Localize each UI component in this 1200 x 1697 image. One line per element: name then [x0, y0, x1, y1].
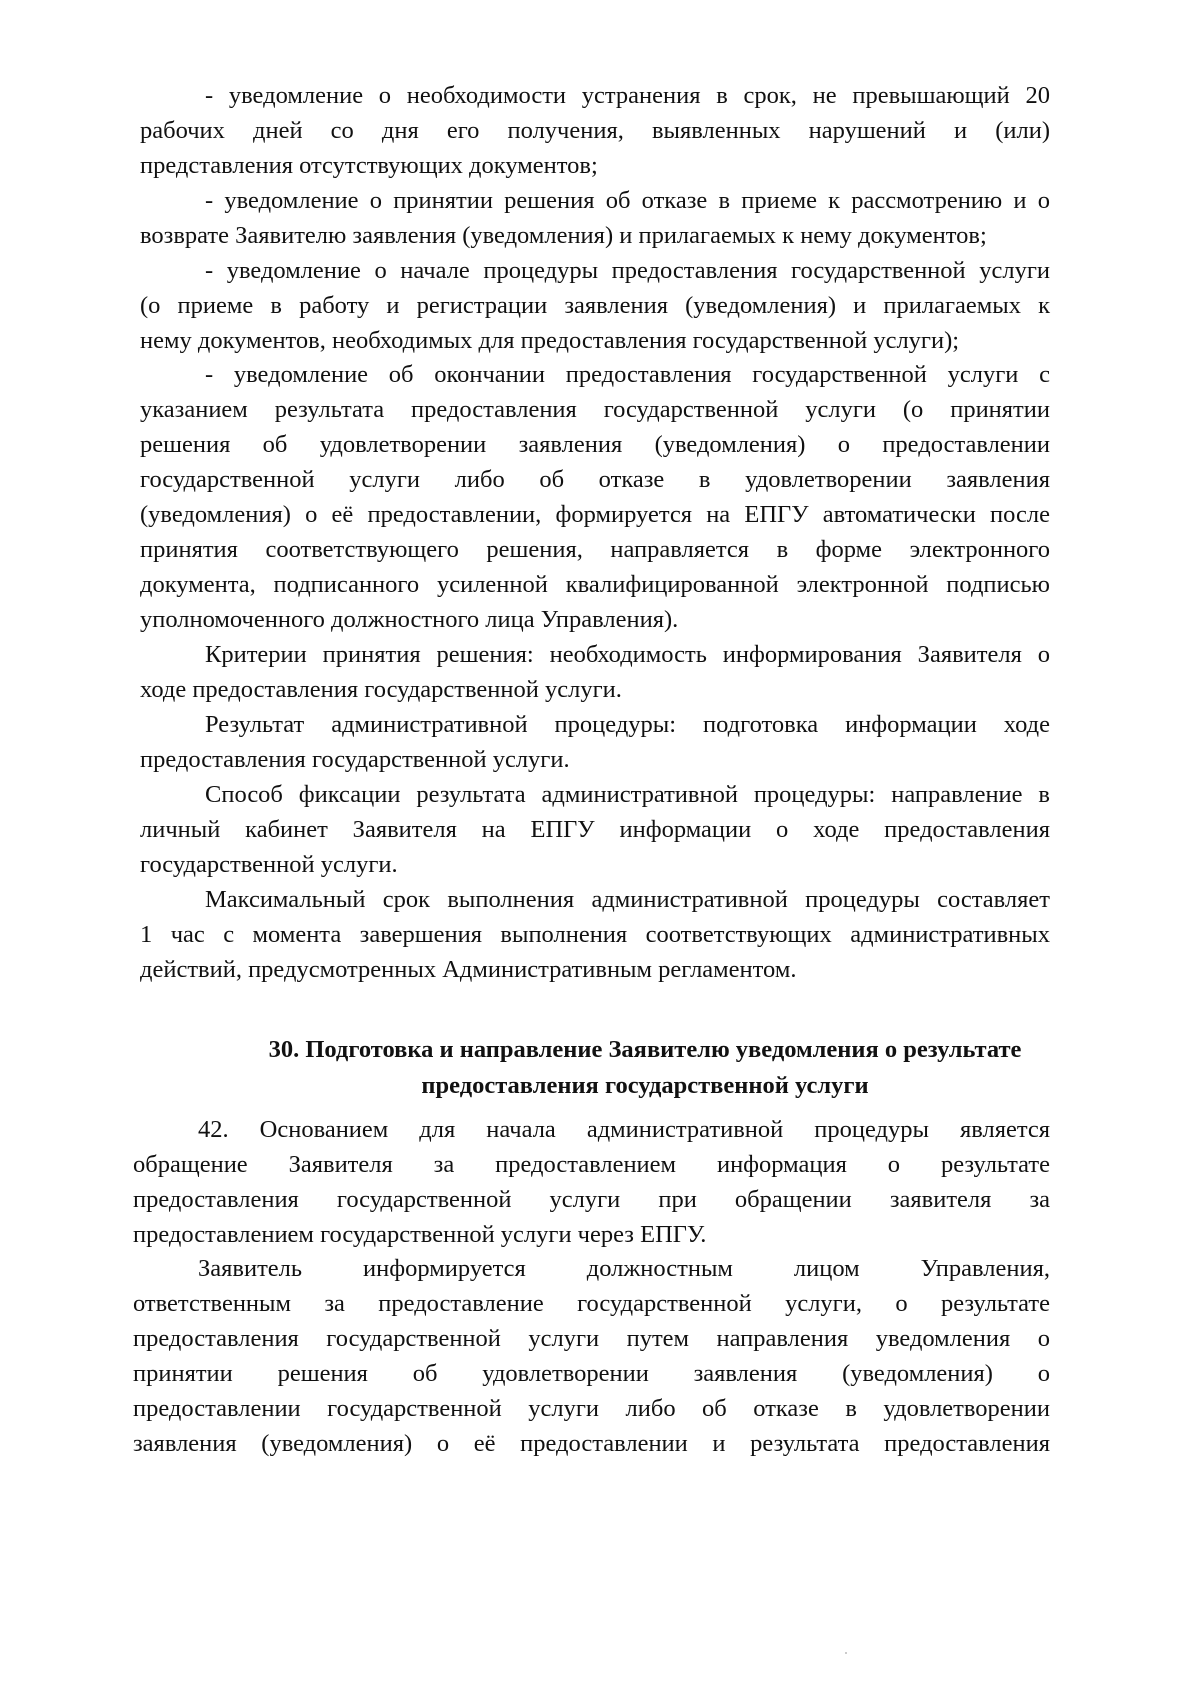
notice-line: (уведомления) о её предоставлении, формируется на ЕПГУ автоматически после — [140, 501, 1050, 528]
notice-line: - уведомление об окончании предоставления государственной услуги с — [205, 361, 1050, 388]
result-line: предоставления государственной услуги. — [140, 746, 570, 773]
deadline-line: 1 час с момента завершения выполнения соответствующих административных — [140, 921, 1050, 948]
notice-line: - уведомление о принятии решения об отказе в приеме к рассмотрению и о — [205, 187, 1050, 214]
applicant-line: Заявитель информируется должностным лицом Управления, — [198, 1255, 1050, 1282]
notice-line: документа, подписанного усиленной квалифицированной электронной подписью — [140, 571, 1050, 598]
notice-line: (о приеме в работу и регистрации заявления (уведомления) и прилагаемых к — [140, 292, 1050, 319]
notice-line: нему документов, необходимых для предоставления государственной услуги); — [140, 327, 960, 354]
paragraph-42-line: предоставления государственной услуги при обращении заявителя за — [133, 1186, 1050, 1213]
fixation-line: государственной услуги. — [140, 851, 398, 878]
paragraph-42-line: обращение Заявителя за предоставлением информация о результате — [133, 1151, 1050, 1178]
notice-line: решения об удовлетворении заявления (уведомления) о предоставлении — [140, 431, 1050, 458]
scan-speck — [845, 1652, 847, 1654]
applicant-line: предоставления государственной услуги путем направления уведомления о — [133, 1325, 1050, 1352]
applicant-line: предоставлении государственной услуги либо об отказе в удовлетворении — [133, 1395, 1050, 1422]
notice-line: рабочих дней со дня его получения, выявленных нарушений и (или) — [140, 117, 1050, 144]
section-heading: предоставления государственной услуги — [421, 1072, 869, 1099]
notice-line: - уведомление о начале процедуры предоставления государственной услуги — [205, 257, 1050, 284]
deadline-line: действий, предусмотренных Административным регламентом. — [140, 956, 797, 983]
applicant-line: ответственным за предоставление государственной услуги, о результате — [133, 1290, 1050, 1317]
deadline-line: Максимальный срок выполнения административной процедуры составляет — [205, 886, 1050, 913]
notice-line: представления отсутствующих документов; — [140, 152, 598, 179]
paragraph-42-line: 42. Основанием для начала административной процедуры является — [198, 1116, 1050, 1143]
fixation-line: Способ фиксации результата административной процедуры: направление в — [205, 781, 1050, 808]
notice-line: возврате Заявителю заявления (уведомления) и прилагаемых к нему документов; — [140, 222, 987, 249]
fixation-line: личный кабинет Заявителя на ЕПГУ информации о ходе предоставления — [140, 816, 1050, 843]
section-heading: 30. Подготовка и направление Заявителю уведомления о результате — [268, 1036, 1022, 1063]
notice-line: государственной услуги либо об отказе в удовлетворении заявления — [140, 466, 1050, 493]
notice-line: принятия соответствующего решения, направляется в форме электронного — [140, 536, 1050, 563]
result-line: Результат административной процедуры: подготовка информации ходе — [205, 711, 1050, 738]
notice-line: - уведомление о необходимости устранения в срок, не превышающий 20 — [205, 82, 1050, 109]
criteria-line: Критерии принятия решения: необходимость информирования Заявителя о — [205, 641, 1050, 668]
applicant-line: заявления (уведомления) о её предоставлении и результата предоставления — [133, 1430, 1050, 1457]
applicant-line: принятии решения об удовлетворении заявления (уведомления) о — [133, 1360, 1050, 1387]
paragraph-42-line: предоставлением государственной услуги через ЕПГУ. — [133, 1221, 707, 1248]
criteria-line: ходе предоставления государственной услуги. — [140, 676, 622, 703]
notice-line: указанием результата предоставления государственной услуги (о принятии — [140, 396, 1050, 423]
notice-line: уполномоченного должностного лица Управления). — [140, 606, 679, 633]
